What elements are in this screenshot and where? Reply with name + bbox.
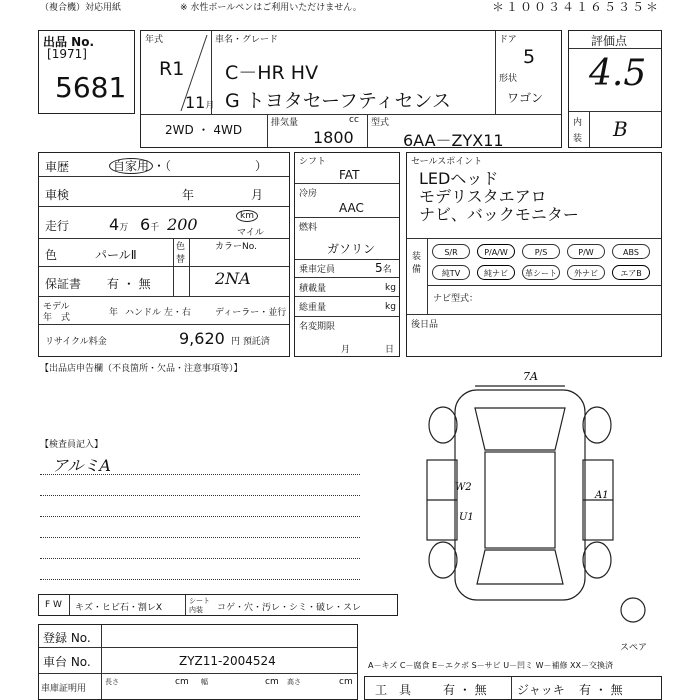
registration-label: 登録 No. <box>43 631 91 645</box>
lot-label: 出品 No. <box>43 35 95 49</box>
later-input-label: 後日品 <box>411 320 439 330</box>
weight-label: 総重量 <box>299 303 327 313</box>
shaken-month: 月 <box>251 188 264 202</box>
front-right-wheel <box>583 407 611 443</box>
equipment-label: 装備 <box>412 252 422 275</box>
seat-label-2: 内装 <box>189 606 203 614</box>
lot-box <box>38 30 135 114</box>
damage-legend: A－キズ C－腐食 E－エクボ S－サビ U－凹ミ W－補修 XX－交換済 <box>368 661 614 670</box>
model-year-era: R1 <box>159 58 185 80</box>
fuel-value: ガソリン <box>327 242 376 256</box>
car-info-frame <box>140 30 562 148</box>
mileage-unit-km: km <box>236 211 258 221</box>
mark-right-1: A1 <box>595 490 609 501</box>
car-body-outline <box>455 390 585 600</box>
barcode-text: ＊１００３４１６５３５＊ <box>492 0 661 14</box>
history-value: 自家用 ・（ ） <box>109 157 267 174</box>
shako-cm-2: cm <box>265 677 279 687</box>
tools-row <box>364 676 662 700</box>
door-label: ドア <box>499 35 517 45</box>
rear-window <box>477 550 563 584</box>
seat-label-1: シート <box>189 597 210 605</box>
spare-tire <box>621 598 645 622</box>
warranty-value: 有 ・ 無 <box>107 277 151 291</box>
equip-ext-navi: 外ナビ <box>567 265 605 280</box>
fw-items: キズ・ヒビ石・割レX <box>75 603 162 613</box>
mark-left-1: W2 <box>455 482 472 493</box>
equip-airbag: エアB <box>612 265 650 280</box>
displacement-value: 1800 <box>313 128 354 147</box>
inspector-note: アルミA <box>52 456 111 475</box>
equip-abs: ABS <box>612 244 650 259</box>
equip-leather: 革シート <box>522 265 560 280</box>
rear-left-wheel <box>429 542 457 578</box>
color-no-label: カラーNo. <box>215 242 257 252</box>
sales-points-label: セールスポイント <box>411 157 483 167</box>
handle-side: ハンドル 左・右 <box>125 308 191 318</box>
car-damage-diagram <box>415 370 665 630</box>
recycle-value: 9,620 <box>179 329 225 348</box>
door-value: 5 <box>523 46 536 68</box>
equip-tv: 純TV <box>432 265 470 280</box>
color-change-label-1: 色 <box>176 242 186 252</box>
model-row-label-1: モデル <box>43 302 70 312</box>
seat-items: コゲ・穴・汚レ・シミ・破レ・スレ <box>217 603 362 613</box>
name-change-day: 日 <box>385 345 395 355</box>
name-change-label: 名変期限 <box>299 322 336 332</box>
color-label: 色 <box>45 248 58 262</box>
navi-model-label: ナビ型式： <box>433 294 479 304</box>
fw-row <box>38 594 398 616</box>
shako-height: 高さ <box>287 678 301 686</box>
drive-type: 2WD ・ 4WD <box>165 123 243 137</box>
model-code-label: 型式 <box>371 118 390 128</box>
front-left-wheel <box>429 407 457 443</box>
score-box <box>568 30 662 148</box>
shaken-year: 年 <box>182 188 195 202</box>
detail-table <box>38 152 290 357</box>
aircon-label: 冷房 <box>299 189 318 199</box>
recycle-unit: 円 預託済 <box>231 337 270 347</box>
load-label: 積載量 <box>299 284 327 294</box>
equip-navi: 純ナビ <box>477 265 515 280</box>
shako-width: 幅 <box>201 678 208 686</box>
registration-table <box>38 624 358 700</box>
roof <box>485 452 555 548</box>
car-name-label: 車名・グレード <box>215 35 279 45</box>
mark-top: 7A <box>523 370 538 383</box>
chassis-label: 車台 No. <box>43 655 91 669</box>
name-change-month: 月 <box>341 345 351 355</box>
dealer-import: ディーラー・並行 <box>215 308 287 318</box>
history-label: 車歴 <box>45 160 70 174</box>
interior-score: B <box>613 117 628 141</box>
load-unit: kg <box>385 283 396 293</box>
model-row-year-unit: 年 <box>109 308 119 318</box>
shaken-label: 車検 <box>45 188 70 202</box>
seller-notes-label: 【出品店申告欄（不良箇所・欠品・注意事項等）】 <box>40 364 243 374</box>
jack-value: 有 ・ 無 <box>579 683 623 697</box>
sales-table <box>406 152 662 357</box>
shift-value: FAT <box>339 168 360 182</box>
rear-right-wheel <box>583 542 611 578</box>
jack-label: ジャッキ <box>517 683 565 697</box>
shape-label: 形状 <box>499 74 518 84</box>
car-name: C－HR HV <box>225 62 319 84</box>
header-form-note: （複合機）対応用紙 <box>40 3 122 13</box>
model-year-month: 11月 <box>185 93 215 112</box>
sales-point-1: LEDヘッド <box>419 169 499 188</box>
equip-pw: P/W <box>567 244 605 259</box>
score-value: 4.5 <box>589 53 647 94</box>
fw-label: F W <box>45 600 62 610</box>
equip-sr: S/R <box>432 244 470 259</box>
mark-left-2: U1 <box>459 512 474 523</box>
mileage-label: 走行 <box>45 219 70 233</box>
model-code-value: 6AA－ZYX11 <box>403 131 504 150</box>
sales-point-3: ナビ、バックモニター <box>419 205 579 224</box>
displacement-label: 排気量 <box>271 118 299 128</box>
sales-point-2: モデリスタエアロ <box>419 187 547 206</box>
interior-label-1: 内 <box>573 118 583 128</box>
shape-value: ワゴン <box>507 91 544 105</box>
header-notice: ※ 水性ボールペンはご利用いただけません。 <box>180 3 362 13</box>
spec-table <box>294 152 400 357</box>
aircon-value: AAC <box>339 201 364 215</box>
tools-value: 有 ・ 無 <box>443 683 487 697</box>
shift-label: シフト <box>299 157 327 167</box>
lot-year-code: [1971] <box>47 47 87 61</box>
model-year-label: 年式 <box>145 35 164 45</box>
color-change-label-2: 替 <box>176 255 186 265</box>
capacity-value: 5名 <box>375 261 392 275</box>
shako-length: 長さ <box>105 678 119 686</box>
recycle-label: リサイクル料金 <box>45 337 107 347</box>
weight-unit: kg <box>385 302 396 312</box>
tools-label: 工 具 <box>375 683 412 697</box>
sales-points-lines <box>419 170 579 224</box>
score-label: 評価点 <box>591 34 628 48</box>
lot-number: 5681 <box>55 71 127 104</box>
inspector-label: 【検査員記入】 <box>40 440 104 450</box>
color-no-value: 2NA <box>215 269 251 288</box>
capacity-label: 乗車定員 <box>299 265 336 275</box>
mileage-unit-mile: マイル <box>237 228 264 238</box>
spare-label: スペア <box>620 643 648 653</box>
windshield <box>475 408 565 450</box>
warranty-label: 保証書 <box>45 277 82 291</box>
equip-paw: P/A/W <box>477 244 515 259</box>
shako-cm-3: cm <box>339 677 353 687</box>
color-value: パールⅡ <box>95 248 137 262</box>
displacement-unit: cc <box>349 115 359 125</box>
fuel-label: 燃料 <box>299 223 318 233</box>
shako-label: 車庫証明用 <box>41 684 87 694</box>
car-grade: G トヨタセーフティセンス <box>225 90 451 112</box>
interior-label-2: 装 <box>573 134 583 144</box>
mileage-value: 4万 6千 200 <box>109 215 198 234</box>
model-row-label-2: 年 式 <box>43 313 71 323</box>
shako-cm-1: cm <box>175 677 189 687</box>
chassis-number: ZYZ11-2004524 <box>179 654 276 668</box>
equip-ps: P/S <box>522 244 560 259</box>
